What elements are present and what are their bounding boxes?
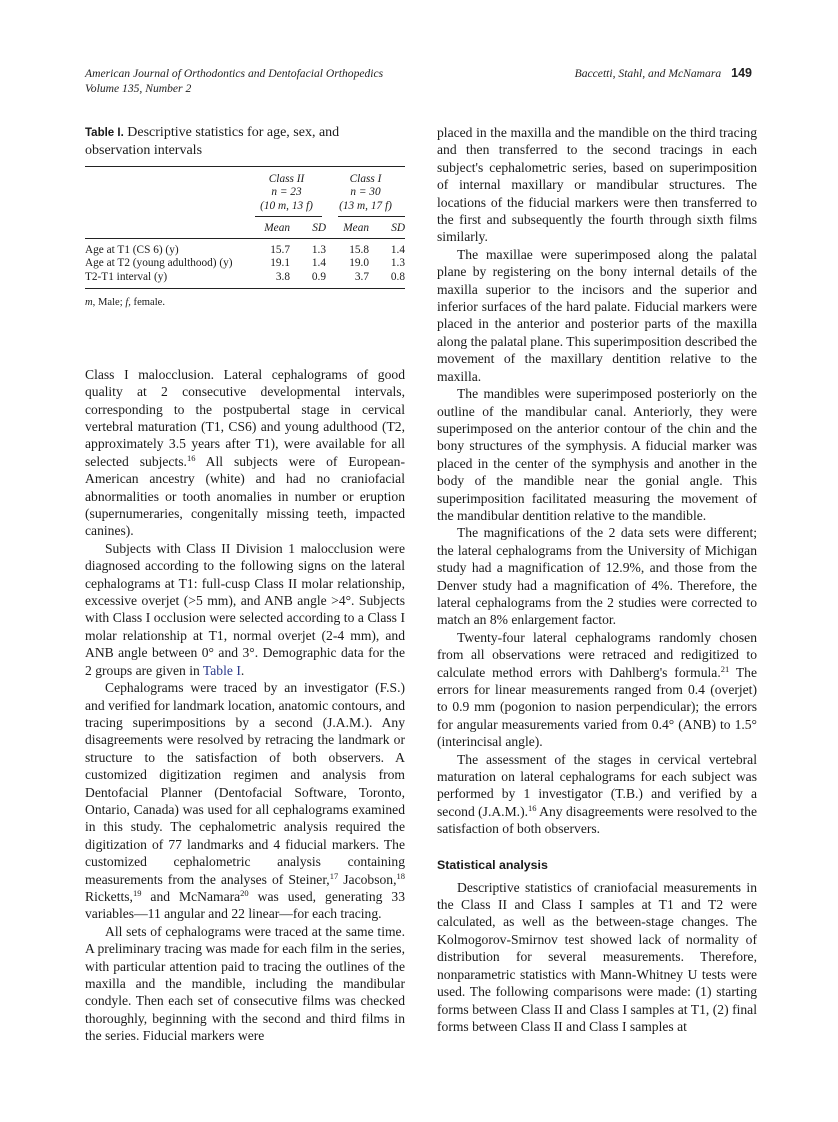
left-column bbox=[85, 124, 405, 1045]
group-class-ii-n: n = 23 bbox=[271, 186, 302, 199]
row-label: Age at T2 (young adulthood) (y) bbox=[85, 257, 233, 270]
group-class-i-name: Class I bbox=[349, 172, 382, 185]
subheader-mean-1: Mean bbox=[247, 220, 290, 239]
row-label: Age at T1 (CS 6) (y) bbox=[85, 243, 179, 256]
cell: 1.4 bbox=[390, 243, 405, 256]
subheader-sd-1: SD bbox=[290, 220, 326, 239]
running-header-left bbox=[85, 66, 383, 96]
footnote-f: f, bbox=[125, 297, 131, 309]
subheader-mean-2: Mean bbox=[326, 220, 369, 239]
cell: 19.0 bbox=[349, 257, 369, 270]
cell: 0.9 bbox=[290, 271, 326, 289]
table-1 bbox=[85, 124, 405, 312]
table-label: Table I. bbox=[85, 127, 124, 139]
table-row bbox=[85, 244, 405, 258]
right-column bbox=[437, 124, 757, 1035]
cell: 1.3 bbox=[311, 243, 326, 256]
running-header-right bbox=[575, 66, 752, 81]
table-i-link[interactable]: Table I bbox=[202, 662, 241, 678]
citation[interactable]: 21 bbox=[720, 663, 730, 674]
cell: 3.7 bbox=[326, 271, 369, 289]
cell: 19.1 bbox=[270, 257, 290, 270]
subheader-sd-2: SD bbox=[369, 220, 405, 239]
citation[interactable]: 17 bbox=[329, 870, 339, 881]
footnote-m-text: , Male; bbox=[92, 297, 126, 309]
paragraph: placed in the maxilla and the mandible on the third tracing and then transferred to the second tracings in each subject's cephalometric series, based on superimposition of internal maxillary or mandibular structures. The locations of the fiducial markers were then transferred to the first and subsequently the fourth through sixth films similarly. bbox=[437, 125, 757, 245]
group-class-ii-sex: (10 m, 13 f) bbox=[260, 200, 313, 212]
group-class-i-rule bbox=[338, 216, 405, 217]
citation[interactable]: 18 bbox=[396, 870, 405, 881]
table-caption bbox=[85, 124, 405, 160]
cell: 15.8 bbox=[349, 243, 369, 256]
table-row bbox=[85, 271, 405, 289]
cell: 3.8 bbox=[247, 271, 290, 289]
paragraph: Cephalograms were traced by an investigator (F.S.) and verified for landmark location, anatomic contours, and tracing superimpositions by a second (J.A.M.). Any disagreements were resolved by retracing the landmark or structure to the satisfaction of both observers. A customized digitization regimen and analysis from Dentofacial Planner (Dentofacial Software, Toronto, Ontario, Canada) was used for all cephalograms examined in this study. The cephalometric analysis required the digitization of 77 landmarks and 4 fiducial markers. The customized cephalometric analysis containing measurements from the analyses of Steiner,$^{17}$ Jacobson,$^{18}$ Ricketts,$^{19}$ and McNamara$^{20}$ was used, generating 33 variables—11 angular and 22 linear—for each tracing. bbox=[85, 680, 405, 922]
group-class-i-sex: (13 m, 17 f) bbox=[339, 200, 392, 212]
journal-volume: Volume 135, Number 2 bbox=[85, 82, 192, 95]
citation[interactable]: 20 bbox=[240, 887, 249, 898]
citation[interactable]: 16 bbox=[528, 802, 537, 813]
paragraph: Class I malocclusion. Lateral cephalograms of good quality at 2 consecutive developmental intervals, corresponding to the postpubertal stage in cervical vertebral maturation (T1, CS6) and young adulthood (T2, approximately 3.5 years after T1), were available for all selected subjects.$^{16}$ All subjects were of European-American ancestry (white) and had no craniofacial abnormalities or tooth anomalies in number or eruption (supernumeraries, congenitally missing teeth, impacted canines). bbox=[85, 366, 405, 539]
table-caption-text: Descriptive statistics for age, sex, and observation intervals bbox=[85, 125, 340, 159]
paragraph: The magnifications of the 2 data sets were different; the lateral cephalograms from the University of Michigan study had a magnification of 12.9%, and those from the Denver study had a magnification of 4%. Therefore, the lateral cephalograms from the 2 studies were corrected to match an 8% enlargement factor. bbox=[437, 525, 757, 628]
table-footnote bbox=[85, 294, 405, 311]
paragraph: Subjects with Class II Division 1 malocclusion were diagnosed according to the following signs on the lateral cephalograms at T1: full-cusp Class II molar relationship, excessive overjet (>5 mm), and ANB angle >4°. Subjects with Class I occlusion were selected according to a Class I molar relationship at T1, normal overjet (2-4 mm), and ANB angle between 0° and 3°. Demographic data for the 2 groups are given in Table I. bbox=[85, 540, 405, 678]
paragraph: All sets of cephalograms were traced at the same time. A preliminary tracing was made for each film in the series, with particular attention paid to tracing the outlines of the maxilla and the mandible, including the mandibular condyle. Then each set of consecutive films was checked thoroughly, beginning with the second and third films in the series. Fiducial markers were bbox=[85, 923, 405, 1044]
section-heading-statistical-analysis: Statistical analysis bbox=[437, 857, 548, 872]
group-class-ii-rule bbox=[255, 216, 322, 217]
paragraph: Descriptive statistics of craniofacial measurements in the Class II and Class I samples at T1 and T2 were calculated, as well as the between-stage changes. The Kolmogorov-Smirnov test showed lack of normality of distribution for several measurements. Therefore, nonparametric statistics with Mann-Whitney U tests were used. The following comparisons were made: (1) starting forms between Class II and Class I samples at T1, (2) final forms between Class II and Class I samples at bbox=[437, 879, 757, 1034]
cell: 15.7 bbox=[270, 243, 290, 256]
running-authors: Baccetti, Stahl, and McNamara bbox=[574, 67, 722, 80]
citation[interactable]: 16 bbox=[186, 452, 196, 463]
group-class-ii-name: Class II bbox=[268, 172, 305, 185]
cell: 1.3 bbox=[390, 257, 405, 270]
cell: 0.8 bbox=[369, 271, 405, 289]
table-row bbox=[85, 257, 405, 271]
page-number: 149 bbox=[731, 66, 752, 80]
row-label: T2-T1 interval (y) bbox=[85, 271, 247, 289]
table-body bbox=[85, 167, 405, 290]
cell: 1.4 bbox=[311, 257, 326, 270]
footnote-f-text: female. bbox=[130, 297, 166, 309]
paragraph: The assessment of the stages in cervical vertebral maturation on lateral cephalograms for each subject was performed by 1 investigator (T.B.) and verified by a second (J.A.M.).$^{16}$ Any disagreements were resolved to the satisfaction of both observers. bbox=[437, 751, 757, 837]
footnote-m: m bbox=[85, 297, 93, 309]
paragraph: Twenty-four lateral cephalograms randomly chosen from all observations were retraced and redigitized to calculate method errors with Dahlberg's formula.$^{21}$ The errors for linear measurements ranged from 0.4 (overjet) to 0.9 mm (pogonion to nasion perpendicular); the errors for angular measurements varied from 0.4° (ANB) to 1.5° (interincisal angle). bbox=[437, 629, 757, 750]
paragraph: The mandibles were superimposed posteriorly on the outline of the mandibular canal. Anteriorly, they were superimposed on the anterior contour of the chin and the bony structures of the symphysis. A fiducial marker was placed in the center of the symphysis and another in the body of the mandible near the gonial angle. This superimposition facilitated measuring the movement of the mandibular dentition relative to the mandible. bbox=[437, 386, 757, 523]
paragraph: The maxillae were superimposed along the palatal plane by registering on the bony internal details of the maxilla superior to the incisors and the superior and inferior surfaces of the hard palate. Fiducial markers were placed in the anterior and posterior parts of the maxilla along the palatal plane. This superimposition described the movement of the maxillary dentition relative to the maxilla. bbox=[437, 246, 757, 384]
journal-title: American Journal of Orthodontics and Dentofacial Orthopedics bbox=[85, 67, 384, 80]
group-class-i-n: n = 30 bbox=[350, 186, 381, 199]
citation[interactable]: 19 bbox=[132, 887, 142, 898]
